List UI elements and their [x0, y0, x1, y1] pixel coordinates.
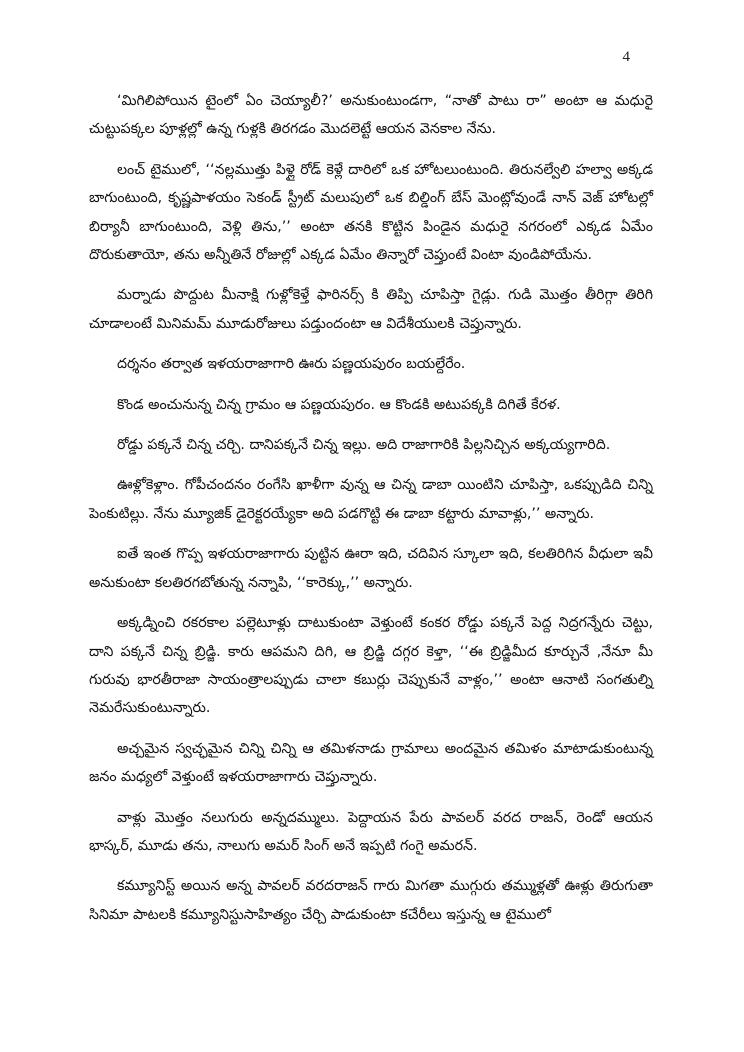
- page-number: 4: [622, 49, 630, 65]
- paragraph: మర్నాడు పొద్దుట మీనాక్షి గుళ్లోకెళ్తే ఫారినర్స్ కి తిప్పి చూపిస్తా గైడ్లు. గుడి మొత్తం తీరిగ్గా తిరిగి చూడాలంటే మినిమమ్ మూడురోజులు పడ్తుందంటా ఆ విదేశీయులకి చెప్తున్నారు.: [89, 287, 653, 332]
- body-text: [89, 87, 653, 929]
- paragraph: ‘మిగిలిపోయిన టైంలో ఏం చెయ్యాలీ?’ అనుకుంటుండగా, “నాతో పాటు రా” అంటా ఆ మధురై చుట్టుపక్కల పూళ్లల్లో ఉన్న గుళ్లకి తిరగడం మొదలెట్టే ఆయన వెనకాల నేను.: [89, 93, 653, 138]
- paragraph: కొండ అంచునున్న చిన్న గ్రామం ఆ పణ్ణయపురం. ఆ కొండకి అటుపక్కకి దిగితే కేరళ.: [117, 396, 561, 413]
- paragraph: ఐతే ఇంత గొప్ప ఇళయరాజాగారు పుట్టిన ఊరా ఇది, చదివిన స్కూలా ఇది, కలతిరిగిన వీధులా ఇవీ అనుకుంటా కలతిరగబోతున్న నన్నాపి, ‘‘కారెక్కు,’’ అన్నారు.: [89, 546, 653, 591]
- paragraph: ఊళ్లోకెళ్లాం. గోపీచందనం రంగేసి ఖాళీగా వున్న ఆ చిన్న డాబా యింటిని చూపిస్తా, ఒకప్పుడిది చిన్ని పెంకుటిల్లు. నేను మ్యూజిక్ డైరెక్టరయ్యేకా అది పడగొట్టి ఈ డాబా కట్టారు మావాళ్లు,’’ అన్నారు.: [89, 477, 653, 522]
- paragraph: దర్శనం తర్వాత ఇళయరాజాగారి ఊరు పణ్ణయపురం బయల్దేరేం.: [117, 356, 466, 373]
- paragraph: అచ్చమైన స్వచ్ఛమైన చిన్ని చిన్ని ఆ తమిళనాడు గ్రామాలు అందమైన తమిళం మాటాడుకుంటున్న జనం మధ్యలో వెళ్తుంటే ఇళయరాజాగారు చెప్తున్నారు.: [89, 740, 653, 786]
- paragraph: కమ్యూనిస్ట్ అయిన అన్న పావలర్ వరదరాజన్ గారు మిగతా ముగ్గురు తమ్ముళ్లతో ఊళ్లు తిరుగుతా సినిమా పాటలకి కమ్యూనిస్టుసాహిత్యం చేర్చి పాడుకుంటా కచేరీలు ఇస్తున్న ఆ టైములో: [89, 878, 653, 923]
- paragraph: వాళ్లు మొత్తం నలుగురు అన్నదమ్ములు. పెద్దాయన పేరు పావలర్ వరద రాజన్, రెండో ఆయన భాస్కర్, మూడు తను, నాలుగు అమర్ సింగ్ అనే ఇప్పటి గంగై అమరన్.: [89, 809, 653, 854]
- paragraph: రోడ్డు పక్కనే చిన్న చర్చి. దానిపక్కనే చిన్న ఇల్లు. అది రాజాగారికి పిల్లనిచ్చిన అక్కయ్యగారిది.: [117, 437, 611, 454]
- paragraph: అక్కడ్నించి రకరకాల పల్లెటూళ్లు దాటుకుంటా వెళ్తుంటే కంకర రోడ్డు పక్కనే పెద్ద నిద్రగన్నేరు చెట్టు, దాని పక్కనే చిన్న బ్రిడ్జి. కారు ఆపమని దిగి, ఆ బ్రిడ్జి దగ్గర కెళ్తా, ‘‘ఈ బ్రిడ్జిమీద కూర్చునే ,నేనూ మీ గురువు భారతీరాజా సాయంత్రాలప్పుడు చాలా కబుర్లు చెప్పుకునే వాళ్లం,’’ అంటా ఆనాటి సంగతుల్ని నెమరేసుకుంటున్నారు.: [89, 615, 653, 717]
- paragraph: లంచ్ టైములో, ‘‘నల్లముత్తు పిళ్లై రోడ్ కెళ్లే దారిలో ఒక హోటలుంటుంది. తిరునల్వేలి హల్వా అక్కడ బాగుంటుంది, కృష్ణపాళయం సెకండ్ స్ట్రీట్ మలుపులో ఒక బిల్డింగ్ బేస్ మెంట్లోవుండే నాన్ వెజ్ హోటల్లో బిర్యానీ బాగుంటుంది, వెళ్లి తిను,’’ అంటా తనకి కొట్టిన పిండైన మధురై నగరంలో ఎక్కడ ఏమేం దొరుకుతాయో, తను అన్నీతినే రోజుల్లో ఎక్కడ ఏమేం తిన్నారో చెప్తుంటే వింటా వుండిపోయేను.: [89, 161, 653, 264]
